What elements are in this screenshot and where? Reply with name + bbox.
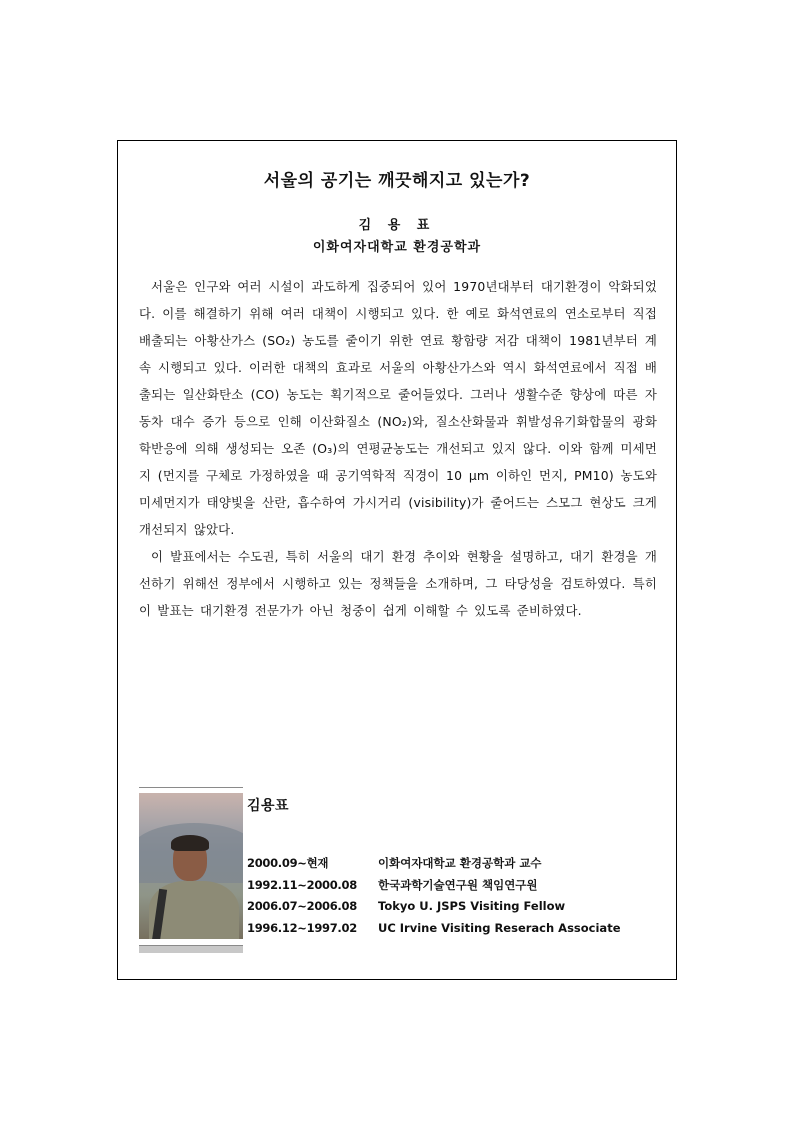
bio-period: 2006.07~2006.08	[247, 899, 357, 913]
bio-period: 1996.12~1997.02	[247, 920, 357, 935]
bio-name: 김용표	[247, 798, 290, 814]
bio-position: UC Irvine Visiting Reserach Associate	[378, 920, 621, 935]
author-photo-block	[139, 787, 243, 954]
author-affiliation: 이화여자대학교 환경공학과	[312, 240, 482, 255]
bio-entry	[247, 875, 667, 897]
bio-position: Tokyo U. JSPS Visiting Fellow	[378, 899, 566, 913]
bio-position: 한국과학기술연구원 책임연구원	[378, 877, 538, 892]
abstract-paragraph: 서울은 인구와 여러 시설이 과도하게 집중되어 있어 1970년대부터 대기환경이 악화되었다. 이를 해결하기 위해 여러 대책이 시행되고 있다. 한 예로 화석연료의 연소로부터 직접 배출되는 아황산가스 (SO₂) 농도를 줄이기 위한 연료 황함량 저감 대책이 1981년부터 계속 시행되고 있다. 이러한 대책의 효과로 서울의 아황산가스와 역시 화석연료에서 직접 배출되는 일산화탄소 (CO) 농도는 획기적으로 줄어들었다. 그러나 생활수준 향상에 따른 자동차 대수 증가 등으로 인해 이산화질소 (NO₂)와, 질소산화물과 휘발성유기화합물의 광화학반응에 의해 생성되는 오존 (O₃)의 연평균농도는 개선되고 있지 않다. 이와 함께 미세먼지 (먼지를 구체로 가정하였을 때 공기역학적 직경이 10 µm 이하인 먼지, PM10) 농도와 미세먼지가 태양빛을 산란, 흡수하여 가시거리 (visibility)가 줄어드는 스모그 현상도 크게 개선되지 않았다.	[139, 279, 657, 537]
bio-entry	[247, 918, 667, 940]
bio-period: 1992.11~2000.08	[247, 877, 357, 892]
bio-entry	[247, 853, 667, 875]
bio-period: 2000.09~현재	[247, 856, 329, 870]
bio-entry	[247, 896, 667, 918]
abstract	[139, 273, 657, 624]
document-title: 서울의 공기는 깨끗해지고 있는가?	[263, 171, 531, 191]
author-name: 김 용 표	[358, 218, 436, 233]
divider	[139, 787, 243, 788]
author-photo	[139, 793, 243, 939]
photo-person-hair	[171, 835, 209, 851]
bio-career-list	[247, 853, 667, 939]
document-frame	[117, 140, 677, 980]
divider	[139, 945, 243, 953]
abstract-paragraph: 이 발표에서는 수도권, 특히 서울의 대기 환경 추이와 현황을 설명하고, 대기 환경을 개선하기 위해선 정부에서 시행하고 있는 정책들을 소개하며, 그 타당성을 검토하였다. 특히 이 발표는 대기환경 전문가가 아닌 청중이 쉽게 이해할 수 있도록 준비하였다.	[139, 549, 657, 618]
bio-position: 이화여자대학교 환경공학과 교수	[378, 856, 542, 870]
